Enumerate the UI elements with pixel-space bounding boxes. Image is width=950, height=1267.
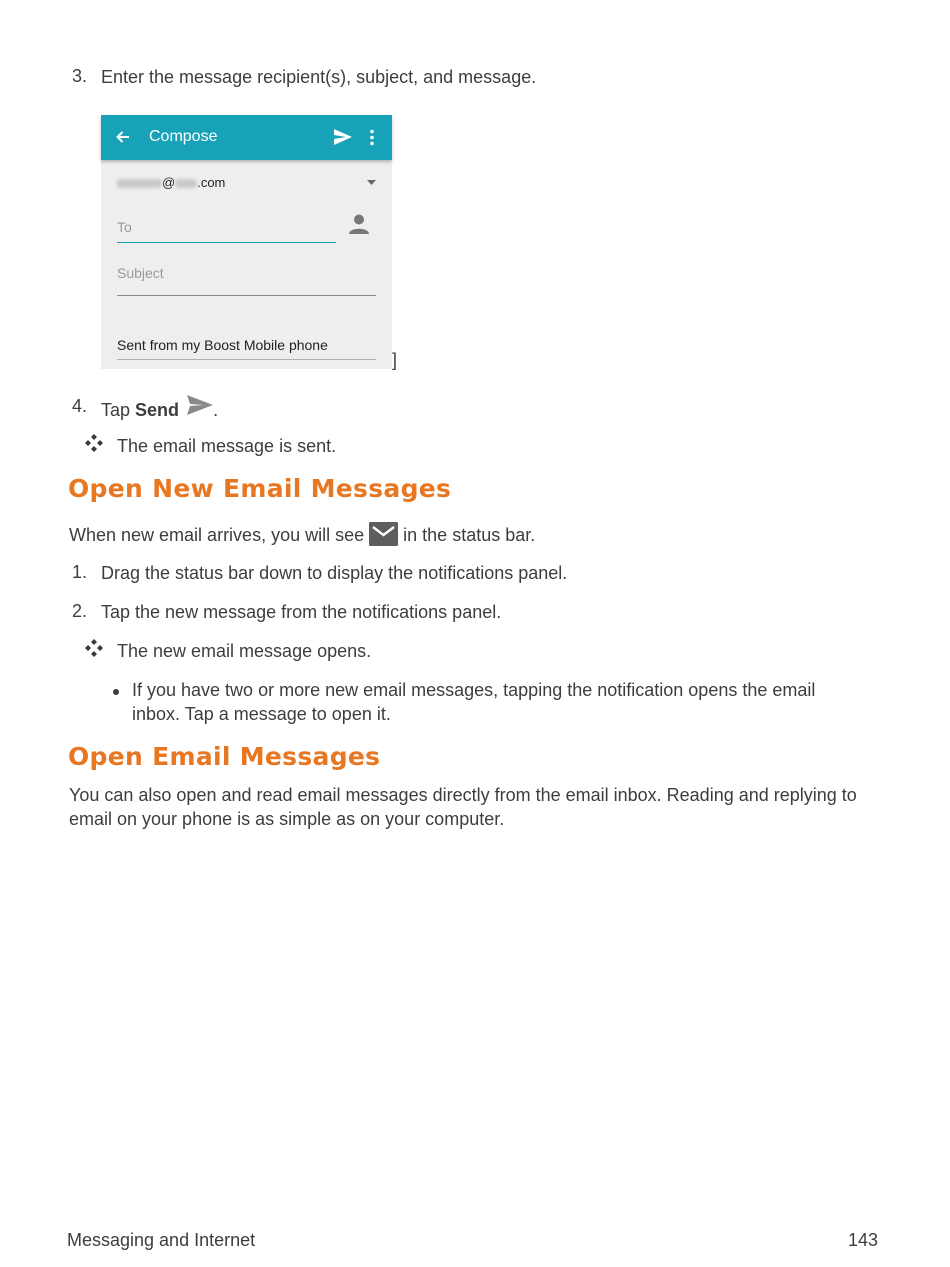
more-options-icon[interactable] (369, 129, 375, 146)
body-underline (117, 359, 376, 360)
from-domain: .com (197, 175, 226, 190)
mail-envelope-icon (369, 522, 398, 546)
send-icon[interactable] (334, 129, 352, 145)
step-number: 1. (72, 562, 88, 582)
result-diamond-icon (84, 433, 104, 453)
message-body-signature[interactable]: Sent from my Boost Mobile phone (117, 337, 328, 353)
subject-underline (117, 295, 376, 296)
redacted-domain (175, 179, 197, 188)
result-text: The email message is sent. (117, 436, 337, 456)
compose-title: Compose (149, 128, 218, 145)
compose-screenshot (101, 115, 392, 369)
bullet-line: inbox. Tap a message to open it. (132, 704, 391, 724)
section-paragraph (69, 783, 899, 831)
redacted-username (117, 179, 162, 188)
step-text: Drag the status bar down to display the notifications panel. (101, 563, 568, 583)
result-diamond-icon (84, 638, 104, 658)
to-field[interactable]: To (117, 219, 132, 235)
step-suffix: . (213, 400, 219, 420)
intro-before: When new email arrives, you will see (69, 525, 365, 545)
bullet-line: If you have two or more new email messages, tapping the notification opens the email (132, 680, 816, 700)
step-number: 3. (72, 66, 88, 86)
paragraph-line: You can also open and read email messages directly from the email inbox. Reading and replying to (69, 785, 857, 805)
step-text: Tap the new message from the notifications panel. (101, 602, 502, 622)
subject-field[interactable]: Subject (117, 265, 164, 281)
contact-picker-icon[interactable] (348, 213, 370, 235)
bullet-dot (113, 689, 119, 695)
from-account-select[interactable] (117, 175, 377, 195)
send-icon (187, 395, 213, 417)
result-text: The new email message opens. (117, 641, 372, 661)
step-prefix: Tap (101, 400, 136, 420)
compose-app-bar (101, 115, 392, 160)
section-heading: Open Email Messages (68, 742, 381, 771)
from-at: @ (162, 175, 176, 190)
send-label: Send (135, 400, 180, 420)
section-intro (69, 522, 535, 547)
footer-section-title: Messaging and Internet (67, 1230, 256, 1250)
stray-bracket: ] (392, 350, 398, 370)
step-text (101, 395, 218, 422)
step-number: 4. (72, 396, 88, 416)
bullet-text (132, 678, 892, 726)
to-underline (117, 242, 336, 243)
intro-after: in the status bar. (403, 525, 536, 545)
section-heading: Open New Email Messages (68, 474, 452, 503)
page-number: 143 (848, 1230, 879, 1250)
step-number: 2. (72, 601, 88, 621)
back-arrow-icon[interactable] (115, 129, 131, 145)
paragraph-line: email on your phone is as simple as on your computer. (69, 809, 505, 829)
step-text: Enter the message recipient(s), subject, and message. (101, 67, 537, 87)
dropdown-arrow-icon[interactable] (367, 180, 376, 186)
